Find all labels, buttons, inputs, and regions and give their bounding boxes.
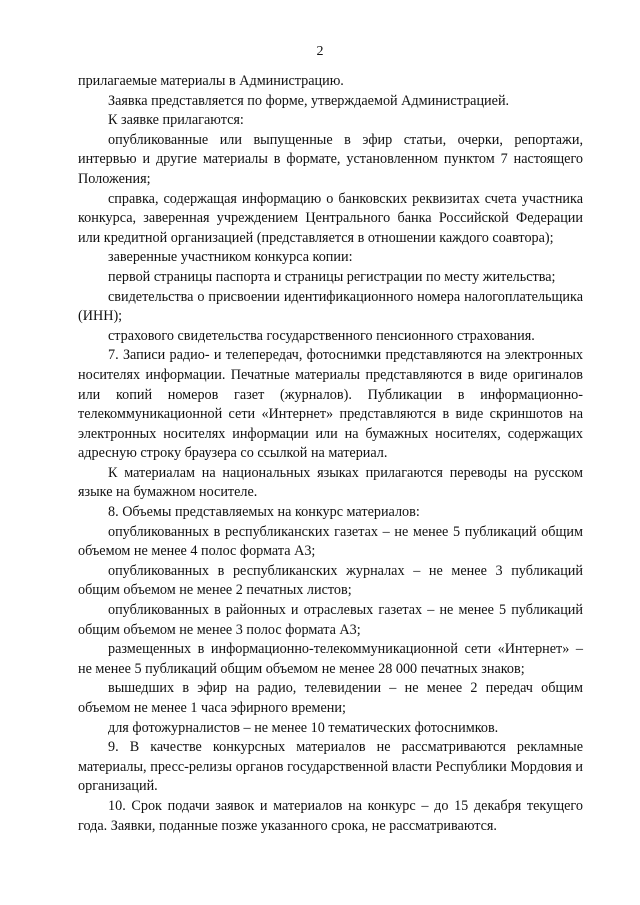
paragraph: 9. В качестве конкурсных материалов не рассматриваются рекламные материалы, пресс-релизы органов государственной власти Республики Мордовия и организаций. <box>78 739 583 795</box>
paragraph: опубликованных в районных и отраслевых газетах – не менее 5 публикаций общим объемом не менее 3 полос формата А3; <box>78 602 583 638</box>
paragraph: 7. Записи радио- и телепередач, фотоснимки представляются на электронных носителях информации. Печатные материалы представляются в виде оригиналов или копий номеров газет (журналов). Публикации в информационно-телекоммуникационной сети «Интернет» представляются в виде скриншотов на электронных носителях информации или на бумажных носителях, содержащих адресную строку браузера со ссылкой на материал. <box>78 347 583 462</box>
paragraph: опубликованных в республиканских газетах – не менее 5 публикаций общим объемом не менее 4 полос формата А3; <box>78 523 583 560</box>
paragraph: страхового свидетельства государственного пенсионного страхования. <box>108 327 535 344</box>
paragraph: справка, содержащая информацию о банковских реквизитах счета участника конкурса, заверенная учреждением Центрального банка Российской Федерации или кредитной организацией (представляется в отношении каждого соавтора); <box>78 190 583 246</box>
paragraph: для фотожурналистов – не менее 10 тематических фотоснимков. <box>108 719 499 736</box>
paragraph: К материалам на национальных языках прилагаются переводы на русском языке на бумажном носителе. <box>78 464 583 501</box>
paragraph: вышедших в эфир на радио, телевидении – не менее 2 передач общим объемом не менее 1 часа эфирного времени; <box>78 680 583 716</box>
paragraph: 10. Срок подачи заявок и материалов на конкурс – до 15 декабря текущего года. Заявки, поданные позже указанного срока, не рассматриваются. <box>78 797 583 834</box>
paragraph: первой страницы паспорта и страницы регистрации по месту жительства; <box>108 268 556 285</box>
paragraph: свидетельства о присвоении идентификационного номера налогоплательщика (ИНН); <box>78 288 583 325</box>
page-number: 2 <box>316 44 324 59</box>
paragraph: К заявке прилагаются: <box>108 112 244 129</box>
paragraph: 8. Объемы представляемых на конкурс материалов: <box>108 504 420 521</box>
document-body <box>78 72 583 836</box>
paragraph: размещенных в информационно-телекоммуникационной сети «Интернет» – не менее 5 публикаций общим объемом не менее 28 000 печатных знаков; <box>78 641 583 677</box>
paragraph: опубликованные или выпущенные в эфир статьи, очерки, репортажи, интервью и другие материалы в формате, установленном пунктом 7 настоящего Положения; <box>78 131 583 187</box>
paragraph: Заявка представляется по форме, утверждаемой Администрацией. <box>108 92 510 109</box>
paragraph: прилагаемые материалы в Администрацию. <box>78 73 344 89</box>
paragraph: опубликованных в республиканских журналах – не менее 3 публикаций общим объемом не менее 2 печатных листов; <box>78 562 583 599</box>
paragraph: заверенные участником конкурса копии: <box>108 249 353 266</box>
